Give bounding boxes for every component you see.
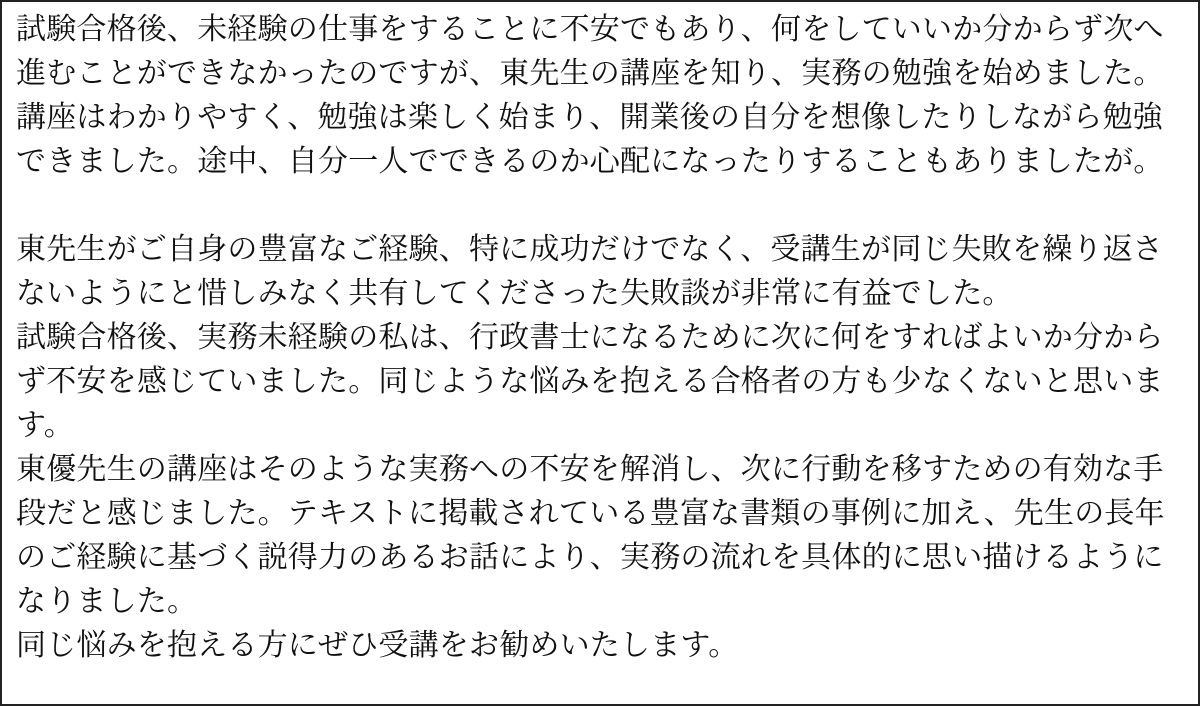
paragraph-1: 試験合格後、未経験の仕事をすることに不安でもあり、何をしていいか分からず次へ進むことができなかったのですが、東先生の講座を知り、実務の勉強を始めました。 <box>16 13 1164 90</box>
paragraph-5: 東優先生の講座はそのような実務への不安を解消し、次に行動を移すための有効な手段だと感じました。テキストに掲載されている豊富な書類の事例に加え、先生の長年のご経験に基づく説得力のあるお話により、実務の流れを具体的に思い描けるようになりました。 <box>16 453 1165 618</box>
paragraph-spacer <box>16 184 1184 228</box>
document-body <box>16 8 1184 668</box>
paragraph-4: 試験合格後、実務未経験の私は、行政書士になるために次に何をすればよいか分からず不安を感じていました。同じような悩みを抱える合格者の方も少なくないと思います。 <box>16 321 1164 442</box>
paragraph-6: 同じ悩みを抱える方にぜひ受講をお勧めいたします。 <box>16 629 739 662</box>
paragraph-2: 講座はわかりやすく、勉強は楽しく始まり、開業後の自分を想像したりしながら勉強できました。途中、自分一人でできるのか心配になったりすることもありましたが。 <box>16 101 1164 178</box>
paragraph-3: 東先生がご自身の豊富なご経験、特に成功だけでなく、受講生が同じ失敗を繰り返さないようにと惜しみなく共有してくださった失敗談が非常に有益でした。 <box>16 233 1163 310</box>
